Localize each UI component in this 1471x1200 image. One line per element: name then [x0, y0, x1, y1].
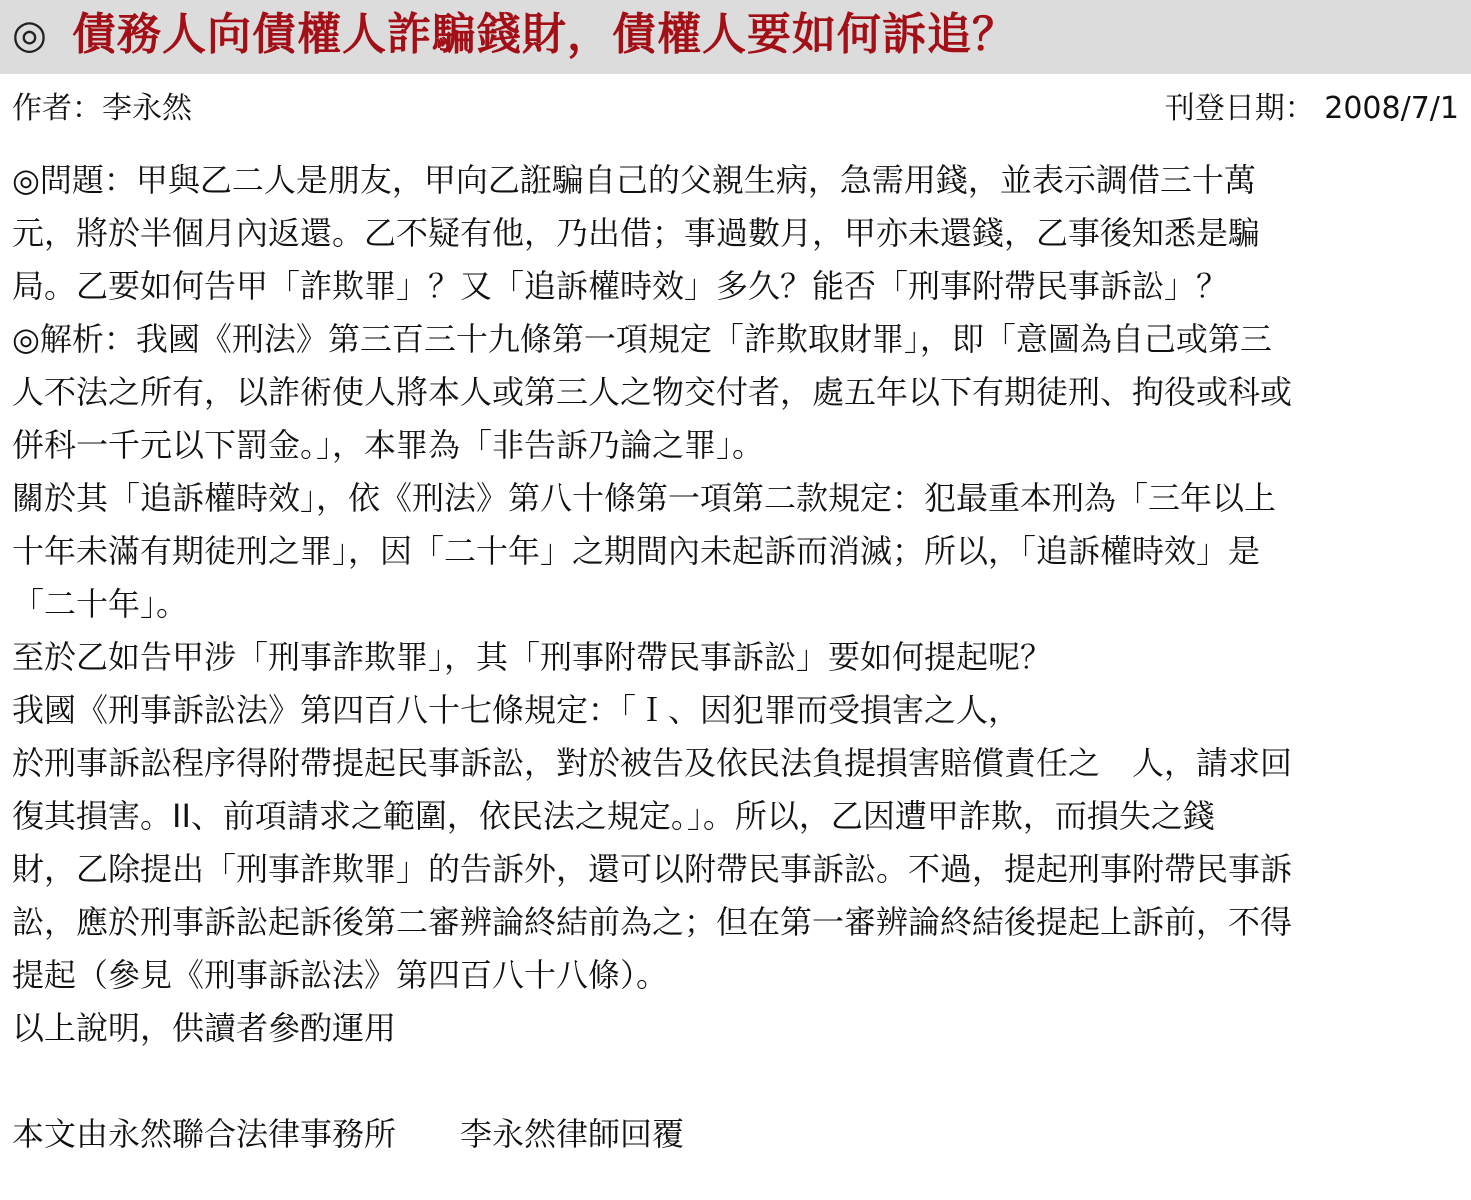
article-line: 元，將於半個月內返還。乙不疑有他，乃出借；事過數月，甲亦未還錢，乙事後知悉是騙 — [12, 214, 1261, 252]
title-bullet-mark: ◎ — [12, 12, 47, 58]
page-title: 債務人向債權人詐騙錢財，債權人要如何訴追？ — [72, 9, 1017, 60]
article-line: 人不法之所有，以詐術使人將本人或第三人之物交付者，處五年以下有期徒刑、拘役或科或 — [12, 373, 1293, 411]
article-line: 我國《刑事訴訟法》第四百八十七條規定：「Ｉ、因犯罪而受損害之人， — [12, 691, 1021, 729]
article-line: 至於乙如告甲涉「刑事詐欺罪」，其「刑事附帶民事訴訟」要如何提起呢？ — [12, 638, 1053, 676]
article-line: 「二十年」。 — [12, 585, 189, 623]
article-line: 以上說明，供讀者參酌運用 — [12, 1009, 397, 1047]
article-line: 十年未滿有期徒刑之罪」，因「二十年」之期間內未起訴而消滅；所以，「追訴權時效」是 — [12, 532, 1261, 570]
article-line: 財，乙除提出「刑事詐欺罪」的告訴外，還可以附帶民事訴訟。不過，提起刑事附帶民事訴 — [12, 850, 1293, 888]
blank-line — [12, 1055, 1458, 1108]
article-line: 訟，應於刑事訴訟起訴後第二審辨論終結前為之；但在第一審辨論終結後提起上訴前，不得 — [12, 903, 1293, 941]
author-line: 作者：李永然 — [12, 91, 192, 126]
article-line: 併科一千元以下罰金。」，本罪為「非告訴乃論之罪」。 — [12, 426, 765, 464]
title-bar — [0, 0, 1471, 74]
article-body — [12, 154, 1458, 1161]
article-line: 提起（參見《刑事訴訟法》第四百八十八條）。 — [12, 956, 669, 994]
article-line: 局。乙要如何告甲「詐欺罪」？又「追訴權時效」多久？能否「刑事附帶民事訴訟」？ — [12, 267, 1229, 305]
publish-date: 刊登日期： 2008/7/1 — [1164, 91, 1459, 126]
article-line: ◎解析：我國《刑法》第三百三十九條第一項規定「詐欺取財罪」，即「意圖為自己或第三 — [12, 320, 1272, 358]
article-line: 復其損害。II、前項請求之範圍，依民法之規定。」。所以，乙因遭甲詐欺，而損失之錢 — [12, 797, 1215, 835]
signature-line: 本文由永然聯合法律事務所 李永然律師回覆 — [12, 1115, 685, 1153]
article-line: 於刑事訴訟程序得附帶提起民事訴訟，對於被告及依民法負提損害賠償責任之 人，請求回 — [12, 744, 1293, 782]
article-line: ◎問題：甲與乙二人是朋友，甲向乙誑騙自己的父親生病，急需用錢，並表示調借三十萬 — [12, 161, 1256, 199]
article-line: 關於其「追訴權時效」，依《刑法》第八十條第一項第二款規定：犯最重本刑為「三年以上 — [12, 479, 1277, 517]
